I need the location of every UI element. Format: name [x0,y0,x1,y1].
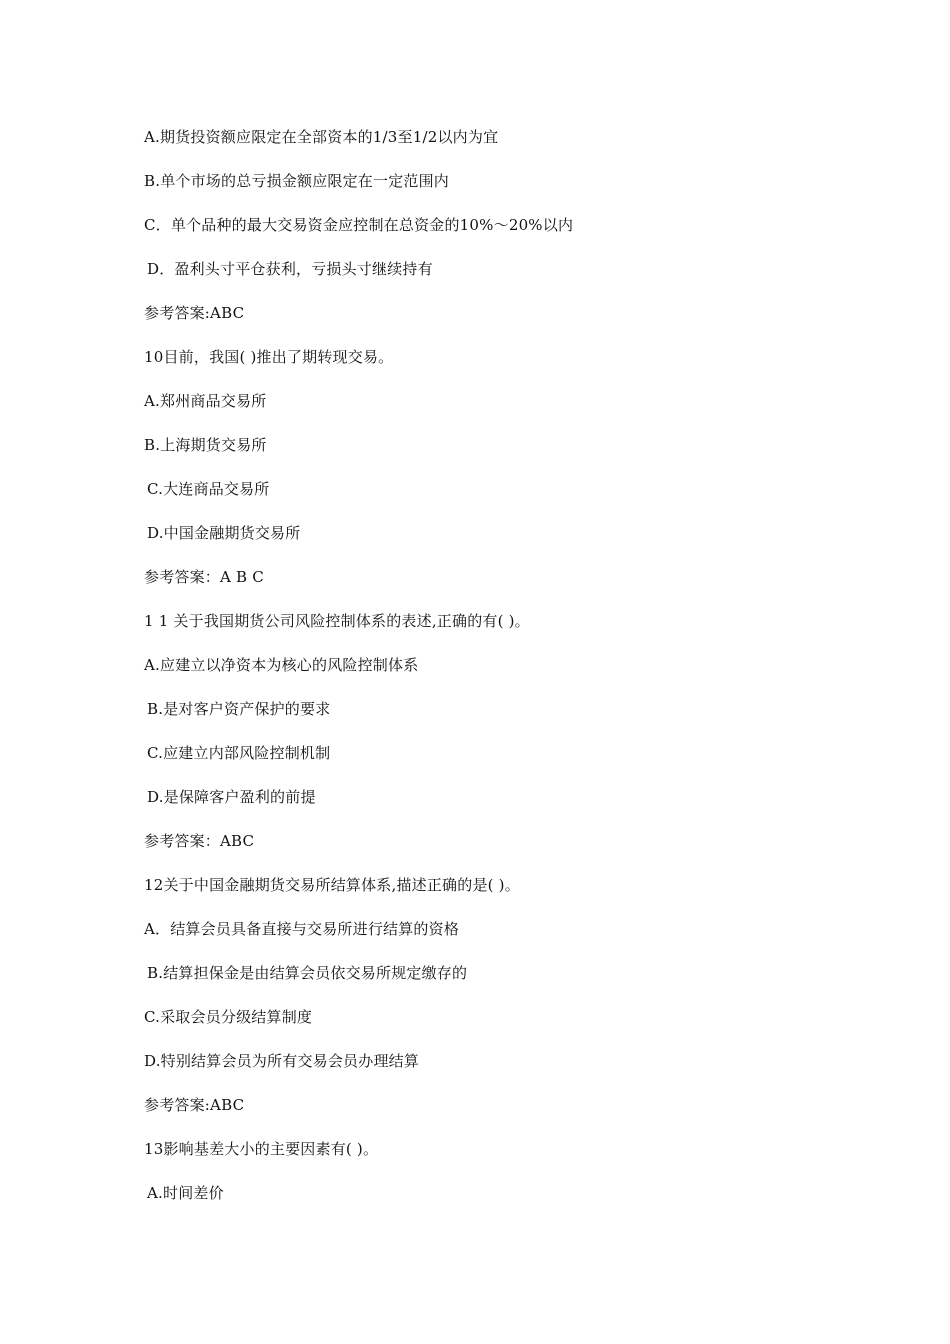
option-a-text: A.期货投资额应限定在全部资本的1/3至1/2以内为宜 [144,128,499,146]
option-c-text: C．单个品种的最大交易资金应控制在总资金的10%～20%以内 [144,216,574,234]
option-d-text: D．盈利头寸平仓获利，亏损头寸继续持有 [147,260,433,278]
option-a-text: A.应建立以净资本为核心的风险控制体系 [144,656,419,674]
document-body [144,124,844,1224]
option-a-text: A.时间差价 [147,1184,224,1202]
answer-text: 参考答案:ABC [144,304,245,322]
option-d-text: D.中国金融期货交易所 [147,524,301,542]
option-d-text: D.是保障客户盈利的前提 [147,788,316,806]
option-d-text: D.特别结算会员为所有交易会员办理结算 [144,1052,420,1070]
option-c-text: C.采取会员分级结算制度 [144,1008,313,1026]
option-b-text: B.上海期货交易所 [144,436,267,454]
option-b-text: B.是对客户资产保护的要求 [147,700,331,718]
option-b-text: B.单个市场的总亏损金额应限定在一定范围内 [144,172,449,190]
answer-text: 参考答案:ABC [144,1096,245,1114]
answer-text: 参考答案：ABC [144,832,255,850]
option-c-text: C.应建立内部风险控制机制 [147,744,331,762]
question-11-text: 1 1 关于我国期货公司风险控制体系的表述,正确的有( )。 [144,612,530,630]
answer-text: 参考答案：A B C [144,568,264,586]
option-a-text: A．结算会员具备直接与交易所进行结算的资格 [144,920,460,938]
option-b-text: B.结算担保金是由结算会员依交易所规定缴存的 [147,964,468,982]
question-13-text: 13影响基差大小的主要因素有( )。 [144,1140,379,1158]
question-10-text: 10目前，我国( )推出了期转现交易。 [144,348,394,366]
option-c-text: C.大连商品交易所 [147,480,270,498]
option-a-text: A.郑州商品交易所 [144,392,267,410]
question-12-text: 12关于中国金融期货交易所结算体系,描述正确的是( )。 [144,876,520,894]
